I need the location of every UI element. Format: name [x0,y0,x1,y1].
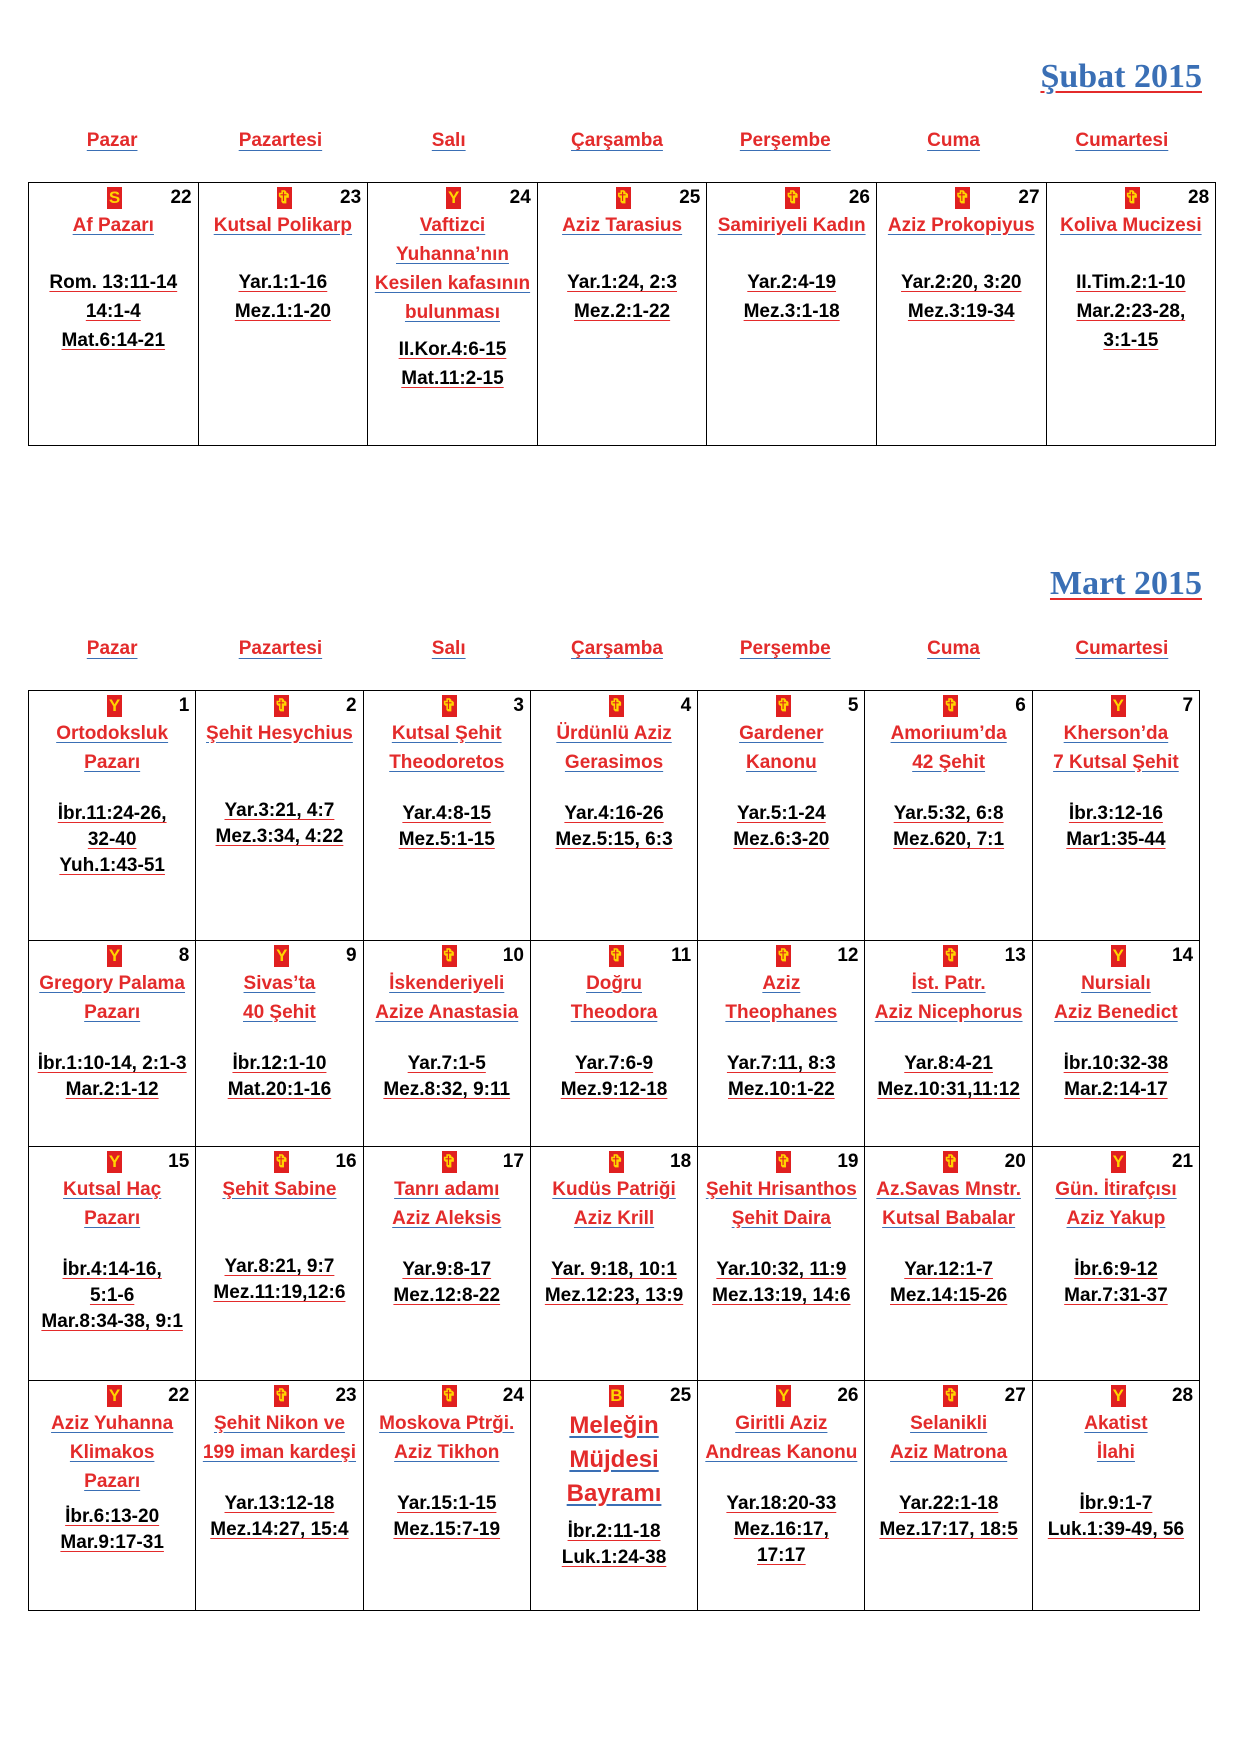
cell-header [707,183,876,211]
cross-icon: ✞ [776,1152,791,1171]
dayname-saturday: Cumartesi [1075,638,1169,659]
week-row [29,1381,1200,1611]
day-cell [1032,1381,1199,1611]
scripture-readings: Yar.13:12-18 Mez.14:27, 15:4 [210,1493,349,1540]
scripture-readings: Yar.7:1-5 Mez.8:32, 9:11 [383,1053,511,1100]
cell-header [199,183,368,211]
cell-header [196,941,362,969]
cell-header [865,1147,1031,1175]
scripture-readings: II.Tim.2:1-10 Mar.2:23-28, 3:1-15 [1076,272,1186,351]
cross-icon: ✞ [609,1152,624,1171]
scripture-readings: Yar.3:21, 4:7 Mez.3:34, 4:22 [215,800,344,847]
week-row [29,1147,1200,1381]
day-number: 28 [1171,1385,1194,1406]
dayname-friday: Cuma [927,130,980,151]
cell-header [531,1381,697,1409]
cross-icon: ✞ [943,1152,959,1171]
week-row [29,691,1200,941]
cross-icon: ✞ [943,946,959,965]
day-cell [368,183,538,446]
day-cell [363,1381,530,1611]
scripture-readings: Yar.4:8-15 Mez.5:1-15 [398,803,495,850]
day-cell [698,1381,865,1611]
cell-header [531,1147,697,1175]
day-cell [530,941,697,1147]
feast-name: Kherson’da 7 Kutsal Şehit [1053,723,1179,773]
scripture-readings: İbr.10:32-38 Mar.2:14-17 [1063,1053,1169,1100]
day-cell [1032,1147,1199,1381]
cell-header [531,691,697,719]
month-title-feb: Şubat 2015 [1040,58,1202,95]
cell-header [698,1147,864,1175]
day-cell [29,1147,196,1381]
day-number: 21 [1171,1151,1194,1172]
cell-header [196,691,362,719]
cell-header [698,691,864,719]
y-mark: Y [108,1386,121,1405]
cross-icon: ✞ [441,946,457,965]
cross-icon: ✞ [785,188,800,207]
cell-header [865,941,1031,969]
feast-name: Kutsal Polikarp [213,215,353,236]
feast-name: Ürdünlü Aziz Gerasimos [556,723,672,773]
scripture-readings: İbr.3:12-16 Mar1:35-44 [1066,803,1166,850]
y-mark: Y [1112,696,1124,715]
day-number: 27 [1004,1385,1026,1406]
scripture-readings: Rom. 13:11-14 14:1-4 Mat.6:14-21 [49,272,178,351]
scripture-readings: Yar.18:20-33 Mez.16:17, 17:17 [726,1493,837,1566]
feast-name: Moskova Ptrği. Aziz Tikhon [379,1413,515,1463]
day-number: 5 [847,695,859,716]
cell-header [364,691,530,719]
day-number: 22 [168,1385,190,1406]
dayname-sunday: Pazar [86,130,138,151]
cell-header [531,941,697,969]
y-mark: Y [1112,1386,1124,1405]
day-cell [196,941,363,1147]
scripture-readings: Yar.5:1-24 Mez.6:3-20 [733,803,830,850]
feast-name: Aziz Yuhanna Klimakos Pazarı [51,1413,174,1492]
y-mark: Y [1112,1152,1124,1171]
y-mark: Y [448,188,460,207]
scripture-readings: Yar.2:4-19 Mez.3:1-18 [743,272,840,322]
feast-name: Meleğin Müjdesi Bayramı [566,1412,662,1507]
day-number: 19 [837,1151,859,1172]
cross-icon: ✞ [274,696,289,715]
feast-name: Akatist İlahi [1084,1413,1148,1463]
day-cell [1032,691,1199,941]
day-number: 4 [680,695,692,716]
scripture-readings: Yar. 9:18, 10:1 Mez.12:23, 13:9 [544,1259,684,1306]
cell-header [877,183,1046,211]
cell-header [196,1381,362,1409]
day-number: 1 [178,695,190,716]
feast-name: Az.Savas Mnstr. Kutsal Babalar [876,1179,1021,1229]
cell-header [865,1381,1031,1409]
feast-name: İst. Patr. Aziz Nicephorus [874,973,1023,1023]
day-number: 28 [1188,187,1210,208]
cell-header [865,691,1031,719]
feast-name: Gardener Kanonu [739,723,824,773]
feast-name: Ortodoksluk Pazarı [56,723,169,773]
day-number: 18 [670,1151,692,1172]
b-mark: B [610,1386,623,1405]
day-number: 9 [346,945,357,966]
day-cell [537,183,707,446]
day-cell [1032,941,1199,1147]
day-number: 8 [178,945,190,966]
scripture-readings: Yar.7:6-9 Mez.9:12-18 [560,1053,668,1100]
feast-name: Samiriyeli Kadın [717,215,866,236]
calendar-grid-mar [28,690,1200,1611]
day-number: 26 [848,187,870,208]
cell-header [196,1147,362,1175]
cell-header [698,1381,864,1409]
scripture-readings: İbr.6:9-12 Mar.7:31-37 [1064,1259,1168,1306]
day-number: 27 [1018,187,1040,208]
week-row [29,941,1200,1147]
cross-icon: ✞ [616,188,631,207]
scripture-readings: Yar.8:21, 9:7 Mez.11:19,12:6 [213,1256,346,1303]
calendar-grid-feb [28,182,1216,446]
cross-icon: ✞ [274,1152,289,1171]
feast-name: Şehit Sabine [222,1179,337,1200]
dayname-wednesday: Çarşamba [571,638,663,659]
feast-name: Şehit Hrisanthos Şehit Daira [705,1179,857,1229]
day-number: 2 [346,695,357,716]
dayname-tuesday: Salı [431,130,466,151]
feast-name: Gün. İtirafçısı Aziz Yakup [1055,1179,1177,1229]
feast-name: Aziz Tarasius [562,215,683,236]
feast-name: Tanrı adamı Aziz Aleksis [392,1179,502,1229]
cross-icon: ✞ [441,1152,457,1171]
cell-header [698,941,864,969]
feast-name: İskenderiyeli Azize Anastasia [375,973,519,1023]
day-cell [865,691,1032,941]
cell-header [29,1381,195,1409]
day-number: 3 [513,695,524,716]
cell-header [29,1147,195,1175]
y-mark: Y [108,1152,121,1171]
scripture-readings: İbr.9:1-7 Luk.1:39-49, 56 [1047,1493,1185,1540]
dayname-sunday: Pazar [86,638,138,659]
feast-name: Kutsal Haç Pazarı [63,1179,162,1229]
scripture-readings: Yar.2:20, 3:20 Mez.3:19-34 [901,272,1022,322]
scripture-readings: Yar.10:32, 11:9 Mez.13:19, 14:6 [712,1259,851,1306]
day-cell [363,1147,530,1381]
cross-icon: ✞ [943,1386,959,1405]
scripture-readings: Yar.9:8-17 Mez.12:8-22 [393,1259,501,1306]
dayname-saturday: Cumartesi [1075,130,1169,151]
day-cell [865,1147,1032,1381]
feast-name: Şehit Nikon ve 199 iman kardeşi [202,1413,357,1463]
dayname-thursday: Perşembe [739,130,831,151]
y-mark: Y [778,1386,790,1405]
scripture-readings: İbr.2:11-18 Luk.1:24-38 [561,1521,667,1568]
dayname-monday: Pazartesi [238,638,323,659]
cross-icon: ✞ [943,696,959,715]
dayname-wednesday: Çarşamba [571,130,663,151]
scripture-readings: İbr.12:1-10 Mat.20:1-16 [227,1053,332,1100]
day-number: 14 [1171,945,1194,966]
day-number: 15 [168,1151,190,1172]
dayname-tuesday: Salı [431,638,466,659]
day-cell [530,1147,697,1381]
feast-name: Gregory Palama Pazarı [39,973,186,1023]
cross-icon: ✞ [276,188,292,207]
day-cell [29,691,196,941]
scripture-readings: Yar.7:11, 8:3 Mez.10:1-22 [726,1053,836,1100]
feast-name: Vaftizci Yuhanna’nın Kesilen kafasının bulunması [374,215,531,323]
cross-icon: ✞ [274,1386,289,1405]
day-number: 12 [837,945,859,966]
y-mark: Y [276,946,288,965]
cell-header [538,183,707,211]
day-cell [530,691,697,941]
feast-name: Aziz Prokopiyus [887,215,1035,236]
day-cell [196,1147,363,1381]
cross-icon: ✞ [1124,188,1140,207]
day-cell [196,1381,363,1611]
day-number: 7 [1182,695,1194,716]
scripture-readings: İbr.6:13-20 Mar.9:17-31 [60,1506,164,1553]
day-cell [876,183,1046,446]
day-number: 23 [340,187,362,208]
cross-icon: ✞ [609,946,624,965]
day-cell [29,941,196,1147]
dayname-friday: Cuma [927,638,980,659]
cross-icon: ✞ [441,696,457,715]
day-number: 26 [837,1385,859,1406]
day-cell [363,691,530,941]
feast-name: Aziz Theophanes [725,973,838,1023]
day-number: 25 [670,1385,692,1406]
day-number: 25 [679,187,701,208]
feast-name: Nursialı Aziz Benedict [1054,973,1178,1023]
day-cell [698,691,865,941]
cell-header [1033,941,1199,969]
scripture-readings: İbr.11:24-26, 32-40 Yuh.1:43-51 [57,803,167,876]
day-cell [198,183,368,446]
cross-icon: ✞ [955,188,970,207]
cross-icon: ✞ [609,696,624,715]
day-number: 23 [335,1385,357,1406]
y-mark: Y [108,946,121,965]
day-cell [29,1381,196,1611]
day-names-mar [28,638,1206,660]
cross-icon: ✞ [776,696,791,715]
cell-header [1033,1147,1199,1175]
feast-name: Kudüs Patriği Aziz Krill [552,1179,676,1229]
feast-name: Koliva Mucizesi [1060,215,1202,236]
cell-header [1033,1381,1199,1409]
day-number: 24 [509,187,531,208]
scripture-readings: Yar.15:1-15 Mez.15:7-19 [393,1493,501,1540]
feast-name: Giritli Aziz Andreas Kanonu [705,1413,858,1463]
day-number: 13 [1004,945,1026,966]
day-cell [698,941,865,1147]
dayname-monday: Pazartesi [238,130,323,151]
day-cell [1046,183,1216,446]
scripture-readings: Yar.5:32, 6:8 Mez.620, 7:1 [893,803,1005,850]
scripture-readings: Yar.1:1-16 Mez.1:1-20 [234,272,331,322]
feast-name: Sivas’ta 40 Şehit [243,973,316,1023]
scripture-readings: II.Kor.4:6-15 Mat.11:2-15 [398,339,507,389]
feast-name: Amoriıum’da 42 Şehit [890,723,1007,773]
month-title-mar: Mart 2015 [1049,565,1202,602]
feast-name: Af Pazarı [72,215,154,236]
cell-header [29,691,195,719]
cell-header [29,941,195,969]
day-cell [363,941,530,1147]
s-mark: S [108,188,121,207]
day-number: 6 [1015,695,1026,716]
day-names-feb [28,130,1206,152]
day-cell [865,941,1032,1147]
feast-name: Şehit Hesychius [206,723,353,744]
day-number: 24 [502,1385,524,1406]
scripture-readings: Yar.8:4-21 Mez.10:31,11:12 [877,1053,1020,1100]
day-cell [707,183,877,446]
scripture-readings: Yar.1:24, 2:3 Mez.2:1-22 [567,272,678,322]
cell-header [1033,691,1199,719]
day-cell [530,1381,697,1611]
day-cell [865,1381,1032,1611]
day-cell [698,1147,865,1381]
day-number: 11 [671,945,692,966]
scripture-readings: Yar.22:1-18 Mez.17:17, 18:5 [879,1493,1018,1540]
cell-header [368,183,537,211]
week-row [29,183,1216,446]
feast-name: Kutsal Şehit Theodoretos [389,723,505,773]
day-number: 10 [502,945,524,966]
scripture-readings: İbr.4:14-16, 5:1-6 Mar.8:34-38, 9:1 [41,1259,183,1332]
feast-name: Doğru Theodora [570,973,658,1023]
day-number: 20 [1004,1151,1026,1172]
y-mark: Y [1112,946,1124,965]
cell-header [29,183,198,211]
scripture-readings: İbr.1:10-14, 2:1-3 Mar.2:1-12 [37,1053,187,1100]
cell-header [1047,183,1216,211]
y-mark: Y [108,696,121,715]
cross-icon: ✞ [441,1386,457,1405]
cell-header [364,1147,530,1175]
cell-header [364,941,530,969]
day-cell [29,183,199,446]
cell-header [364,1381,530,1409]
dayname-thursday: Perşembe [739,638,831,659]
day-number: 22 [170,187,192,208]
day-number: 16 [335,1151,357,1172]
cross-icon: ✞ [776,946,791,965]
day-number: 17 [502,1151,524,1172]
scripture-readings: Yar.4:16-26 Mez.5:15, 6:3 [555,803,673,850]
feast-name: Selanikli Aziz Matrona [890,1413,1008,1463]
scripture-readings: Yar.12:1-7 Mez.14:15-26 [890,1259,1008,1306]
day-cell [196,691,363,941]
